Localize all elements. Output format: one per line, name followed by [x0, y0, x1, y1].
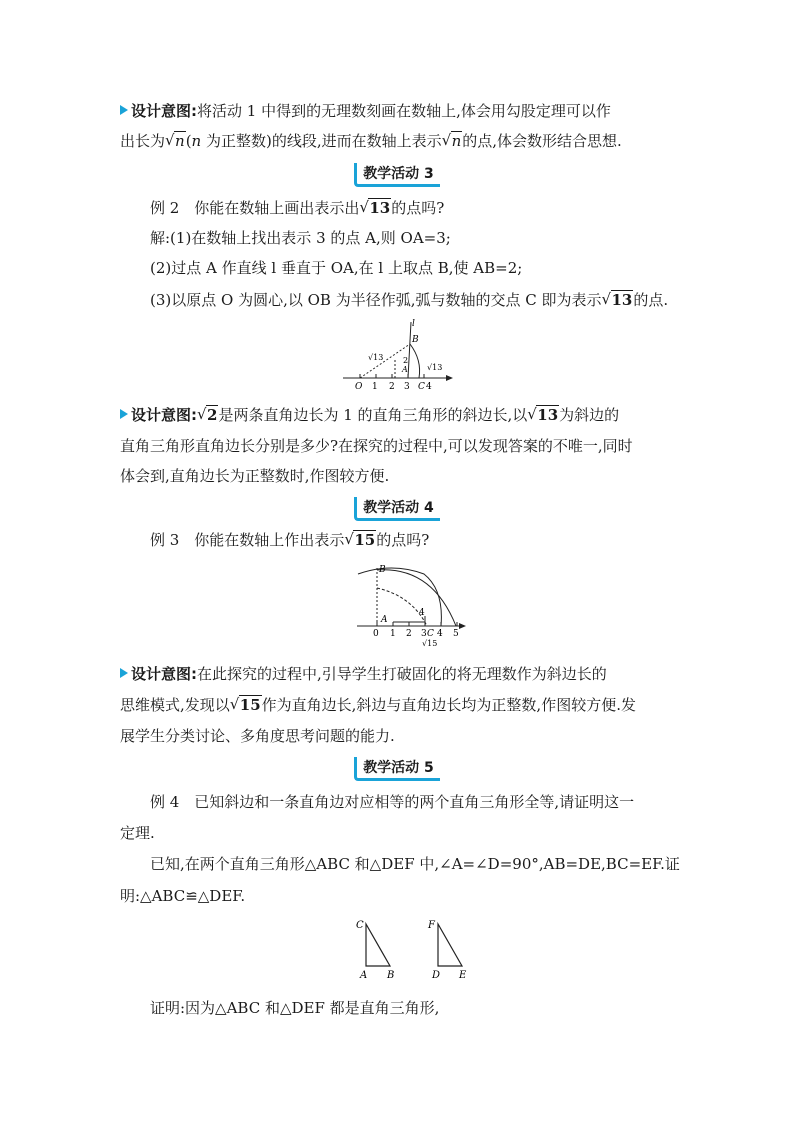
- fig1-label: 4: [426, 382, 432, 392]
- fig2-label: 4: [419, 608, 425, 618]
- fig1-label: O: [355, 382, 363, 392]
- intent2-line2: 直角三角形直角边长分别是多少?在探究的过程中,可以发现答案的不唯一,同时: [120, 437, 633, 455]
- intent1-line1: 设计意图:将活动 1 中得到的无理数刻画在数轴上,体会用勾股定理可以作: [120, 100, 611, 122]
- intent2-line3: 体会到,直角边长为正整数时,作图较方便.: [120, 467, 390, 485]
- fig3-label: A: [360, 970, 368, 981]
- sqrt-n: √ n: [442, 130, 463, 152]
- proof-start: 证明:因为△ABC 和△DEF 都是直角三角形,: [150, 999, 440, 1017]
- triangle-arrow-icon: [120, 668, 128, 678]
- fig1-label: 2: [389, 382, 395, 392]
- intent2-line1: 设计意图:√ 2是两条直角边长为 1 的直角三角形的斜边长,以√ 13为斜边的: [120, 404, 619, 426]
- intent3-line3: 展学生分类讨论、多角度思考问题的能力.: [120, 727, 395, 745]
- fig1-label: B: [412, 335, 419, 345]
- fig2-label: 2: [406, 629, 412, 639]
- fig3-label: D: [432, 970, 441, 981]
- fig1-label: C: [418, 382, 425, 392]
- fig2-label: A: [381, 615, 388, 625]
- intent-label: 设计意图:: [131, 102, 197, 120]
- example2-question: 例 2 你能在数轴上画出表示出√ 13的点吗?: [150, 197, 444, 219]
- fig3-label: C: [356, 920, 364, 931]
- example4-line2: 定理.: [120, 824, 155, 842]
- fig1-label: A: [402, 365, 408, 374]
- figure-sqrt15-number-line: [352, 560, 472, 650]
- sqrt-n: √ n: [165, 130, 186, 152]
- fig1-label: 2: [403, 356, 409, 365]
- figure-sqrt13-number-line: [335, 318, 460, 393]
- fig1-label: l: [412, 319, 415, 329]
- fig2-label: 5: [453, 629, 459, 639]
- example3-question: 例 3 你能在数轴上作出表示√ 15的点吗?: [150, 529, 429, 551]
- example4-line1: 例 4 已知斜边和一条直角边对应相等的两个直角三角形全等,请证明这一: [150, 793, 635, 811]
- activity5-heading: 教学活动 5: [0, 757, 794, 781]
- figure-two-right-triangles: [352, 914, 477, 982]
- fig3-label: B: [387, 970, 395, 981]
- fig2-label: 0: [373, 629, 379, 639]
- fig2-label: √15: [422, 639, 438, 648]
- example2-step2: (2)过点 A 作直线 l 垂直于 OA,在 l 上取点 B,使 AB=2;: [150, 259, 523, 277]
- intent1-line2: 出长为√ n(n 为正整数)的线段,进而在数轴上表示√ n的点,体会数形结合思想.: [120, 130, 622, 152]
- fig2-label: 1: [390, 629, 396, 639]
- fig3-label: F: [428, 920, 435, 931]
- example4-line4: 明:△ABC≌△DEF.: [120, 887, 246, 905]
- fig1-label: √13: [427, 363, 443, 372]
- fig3-label: E: [459, 970, 467, 981]
- example2-step3: (3)以原点 O 为圆心,以 OB 为半径作弧,弧与数轴的交点 C 即为表示√ 13的点.: [150, 289, 668, 311]
- intent-label: 设计意图:: [131, 665, 197, 683]
- intent-label: 设计意图:: [131, 406, 197, 424]
- fig2-label: B: [379, 565, 386, 575]
- intent3-line1: 设计意图:在此探究的过程中,引导学生打破固化的将无理数作为斜边长的: [120, 663, 607, 685]
- fig1-label: 3: [404, 382, 410, 392]
- triangle-arrow-icon: [120, 105, 128, 115]
- example4-line3: 已知,在两个直角三角形△ABC 和△DEF 中,∠A=∠D=90°,AB=DE,BC=EF.证: [150, 855, 680, 873]
- fig1-label: 1: [372, 382, 378, 392]
- activity3-heading: 教学活动 3: [0, 163, 794, 187]
- activity4-heading: 教学活动 4: [0, 497, 794, 521]
- triangle-arrow-icon: [120, 409, 128, 419]
- fig2-label: C: [427, 629, 434, 639]
- example2-step1: 解:(1)在数轴上找出表示 3 的点 A,则 OA=3;: [150, 229, 451, 247]
- fig1-label: √13: [368, 353, 384, 362]
- fig2-label: 3: [421, 629, 427, 639]
- fig2-label: 4: [437, 629, 443, 639]
- intent3-line2: 思维模式,发现以√ 15作为直角边长,斜边与直角边长均为正整数,作图较方便.发: [120, 694, 636, 716]
